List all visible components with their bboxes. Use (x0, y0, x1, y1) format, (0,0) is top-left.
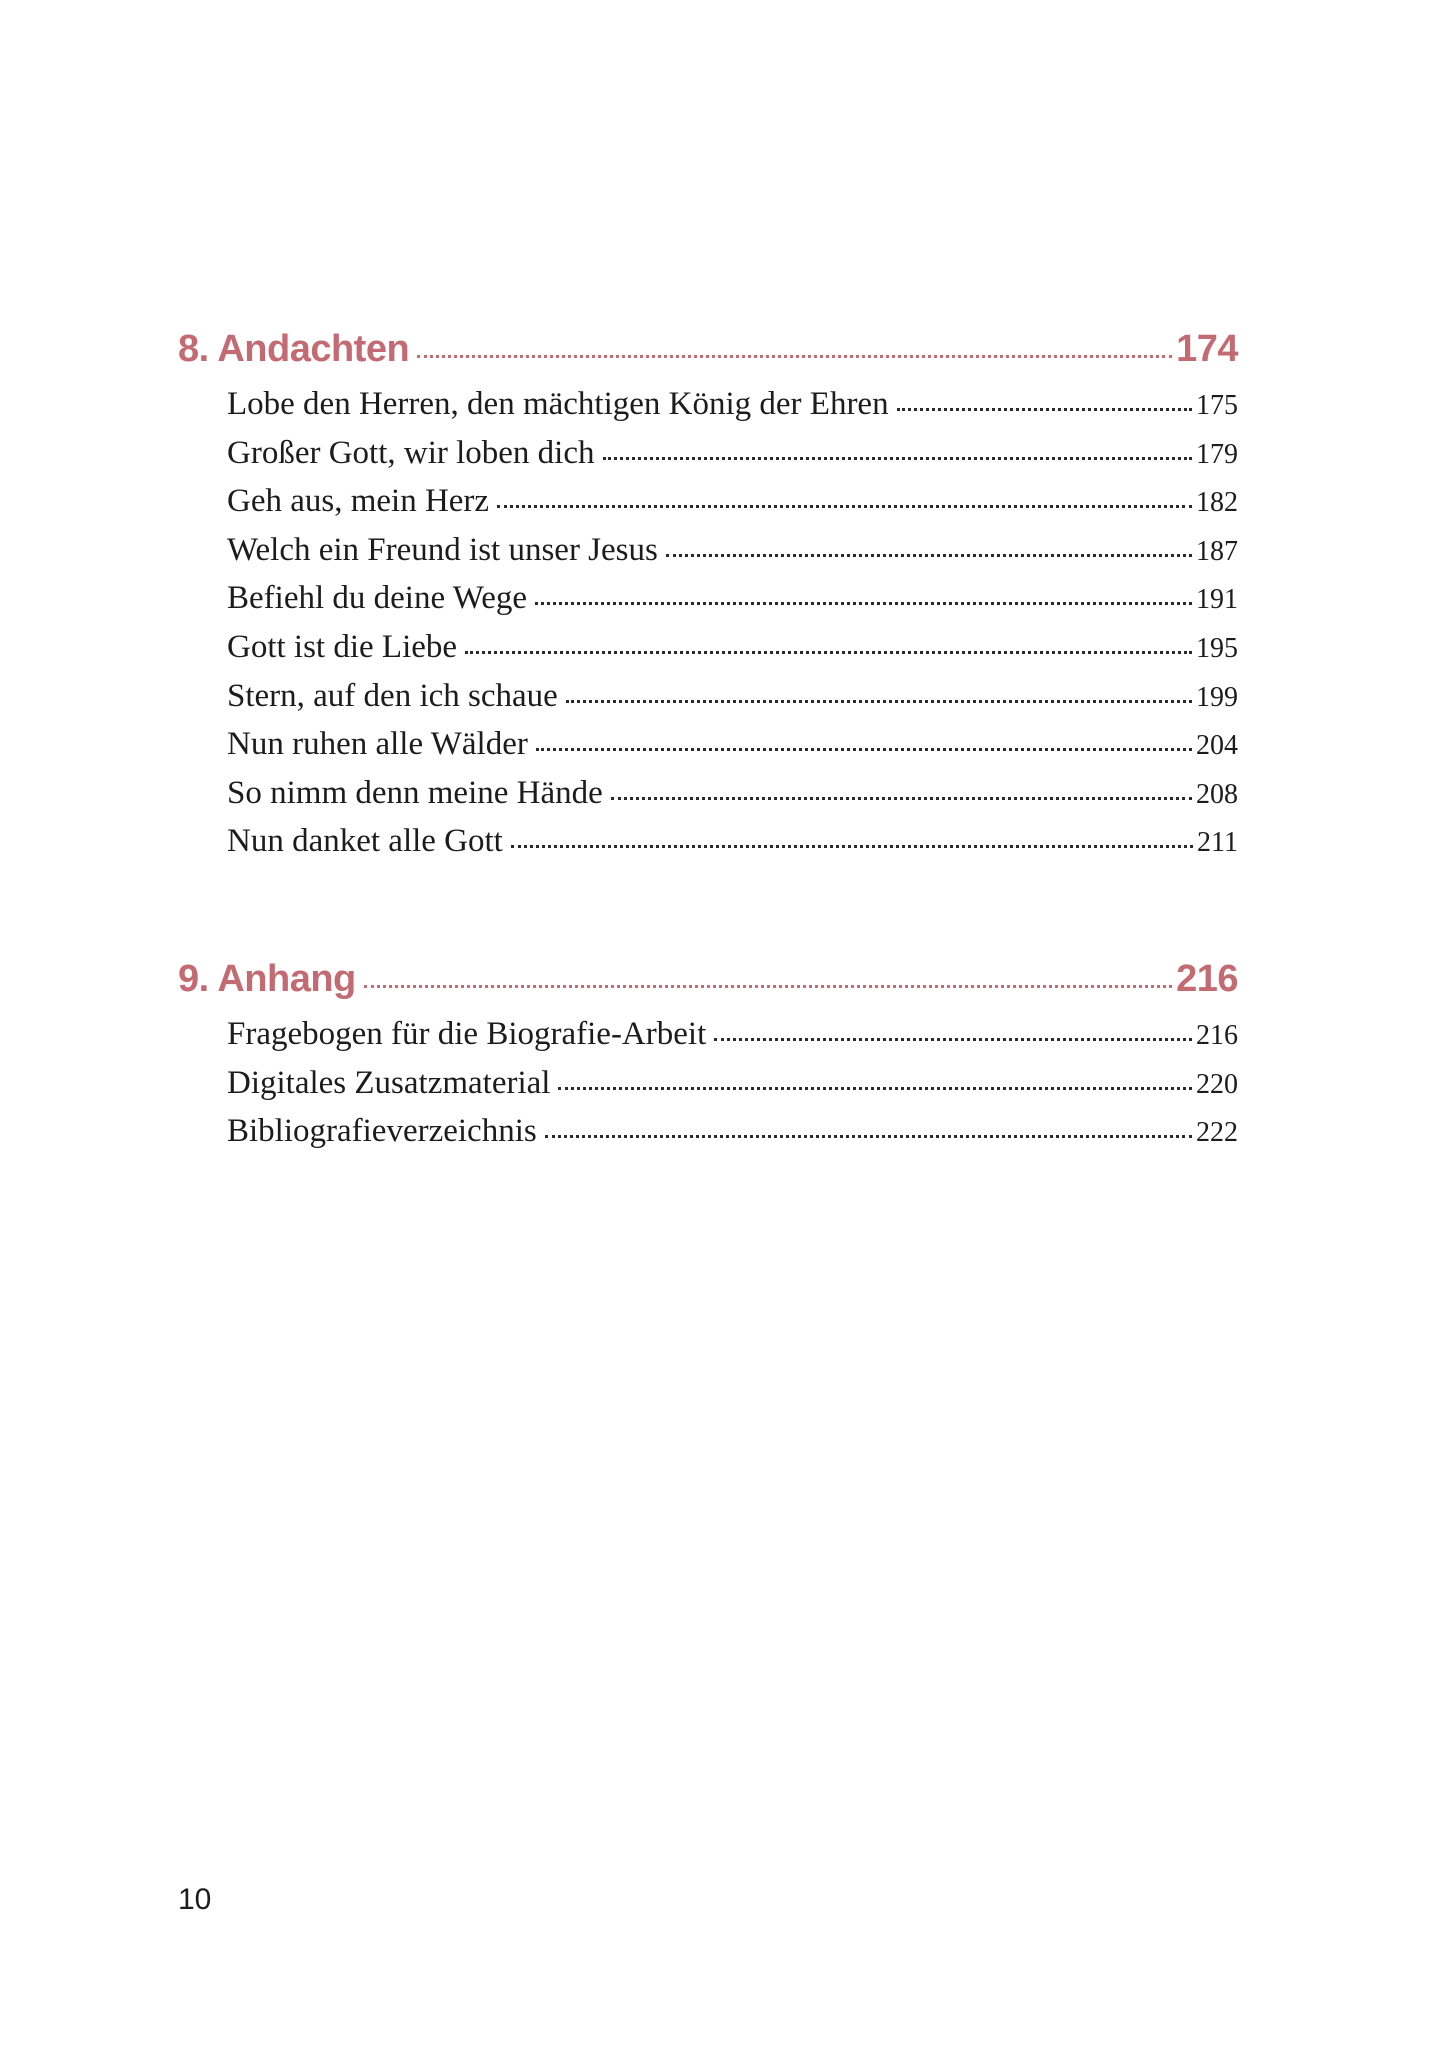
page-number: 10 (178, 1883, 212, 1916)
entry-title: Geh aus, mein Herz (227, 483, 490, 520)
dot-leader (714, 1038, 1192, 1041)
entry-title: So nimm denn meine Hände (227, 774, 603, 811)
toc-entry[interactable] (227, 483, 1238, 532)
dot-leader (497, 505, 1192, 508)
dot-leader (611, 797, 1192, 800)
dot-leader (603, 457, 1193, 460)
entry-page-number: 216 (1196, 1020, 1238, 1051)
entry-title: Befiehl du deine Wege (227, 580, 528, 617)
chapter-heading[interactable] (178, 958, 1238, 1016)
dot-leader (535, 602, 1192, 605)
toc-entry[interactable] (227, 629, 1238, 678)
toc-entry[interactable] (227, 435, 1238, 484)
entry-title: Nun ruhen alle Wälder (227, 726, 528, 763)
toc-entry[interactable] (227, 823, 1238, 872)
toc-entry[interactable] (227, 678, 1238, 727)
entry-page-number: 222 (1196, 1117, 1238, 1149)
toc-entry[interactable] (227, 532, 1238, 581)
dot-leader (545, 1135, 1192, 1138)
entry-title: Welch ein Freund ist unser Jesus (227, 531, 658, 568)
entry-page-number: 191 (1196, 584, 1238, 616)
entry-page-number: 187 (1196, 535, 1238, 567)
entry-page-number: 175 (1196, 390, 1238, 421)
entry-title: Gott ist die Liebe (227, 628, 458, 665)
entry-page-number: 208 (1196, 778, 1238, 810)
entry-title: Bibliografieverzeichnis (227, 1113, 537, 1150)
toc-entry[interactable] (227, 1016, 1238, 1065)
dot-leader (417, 355, 1172, 358)
dot-leader (558, 1087, 1192, 1090)
entry-title: Stern, auf den ich schaue (227, 677, 558, 714)
entry-page-number: 182 (1196, 487, 1238, 519)
chapter-title: 9. Anhang (178, 958, 356, 1000)
dot-leader (511, 845, 1193, 848)
entry-page-number: 195 (1196, 632, 1238, 664)
entry-title: Fragebogen für die Biografie-Arbeit (227, 1016, 707, 1052)
toc-section-andachten (178, 328, 1238, 872)
dot-leader (536, 748, 1192, 751)
chapter-heading[interactable] (178, 328, 1238, 386)
toc-entry[interactable] (227, 580, 1238, 629)
entry-page-number: 204 (1196, 730, 1238, 762)
entry-page-number: 199 (1196, 681, 1238, 713)
toc-entry[interactable] (227, 1113, 1238, 1162)
toc-entry[interactable] (227, 726, 1238, 775)
dot-leader (364, 985, 1172, 988)
toc-entry[interactable] (227, 386, 1238, 435)
toc-entry[interactable] (227, 775, 1238, 824)
entry-page-number: 211 (1197, 827, 1238, 859)
entry-title: Lobe den Herren, den mächtigen König der Ehren (227, 386, 889, 422)
entry-page-number: 179 (1196, 438, 1238, 470)
toc-section-anhang (178, 958, 1238, 1162)
chapter-page-number: 174 (1176, 328, 1238, 370)
entry-page-number: 220 (1196, 1068, 1238, 1100)
dot-leader (465, 651, 1192, 654)
chapter-page-number: 216 (1176, 958, 1238, 1000)
entry-title: Nun danket alle Gott (227, 823, 503, 860)
dot-leader (566, 700, 1192, 703)
toc-entry[interactable] (227, 1065, 1238, 1114)
dot-leader (897, 408, 1192, 411)
chapter-title: 8. Andachten (178, 328, 410, 370)
entry-title: Digitales Zusatzmaterial (227, 1064, 551, 1101)
dot-leader (666, 554, 1192, 557)
entry-title: Großer Gott, wir loben dich (227, 434, 595, 471)
